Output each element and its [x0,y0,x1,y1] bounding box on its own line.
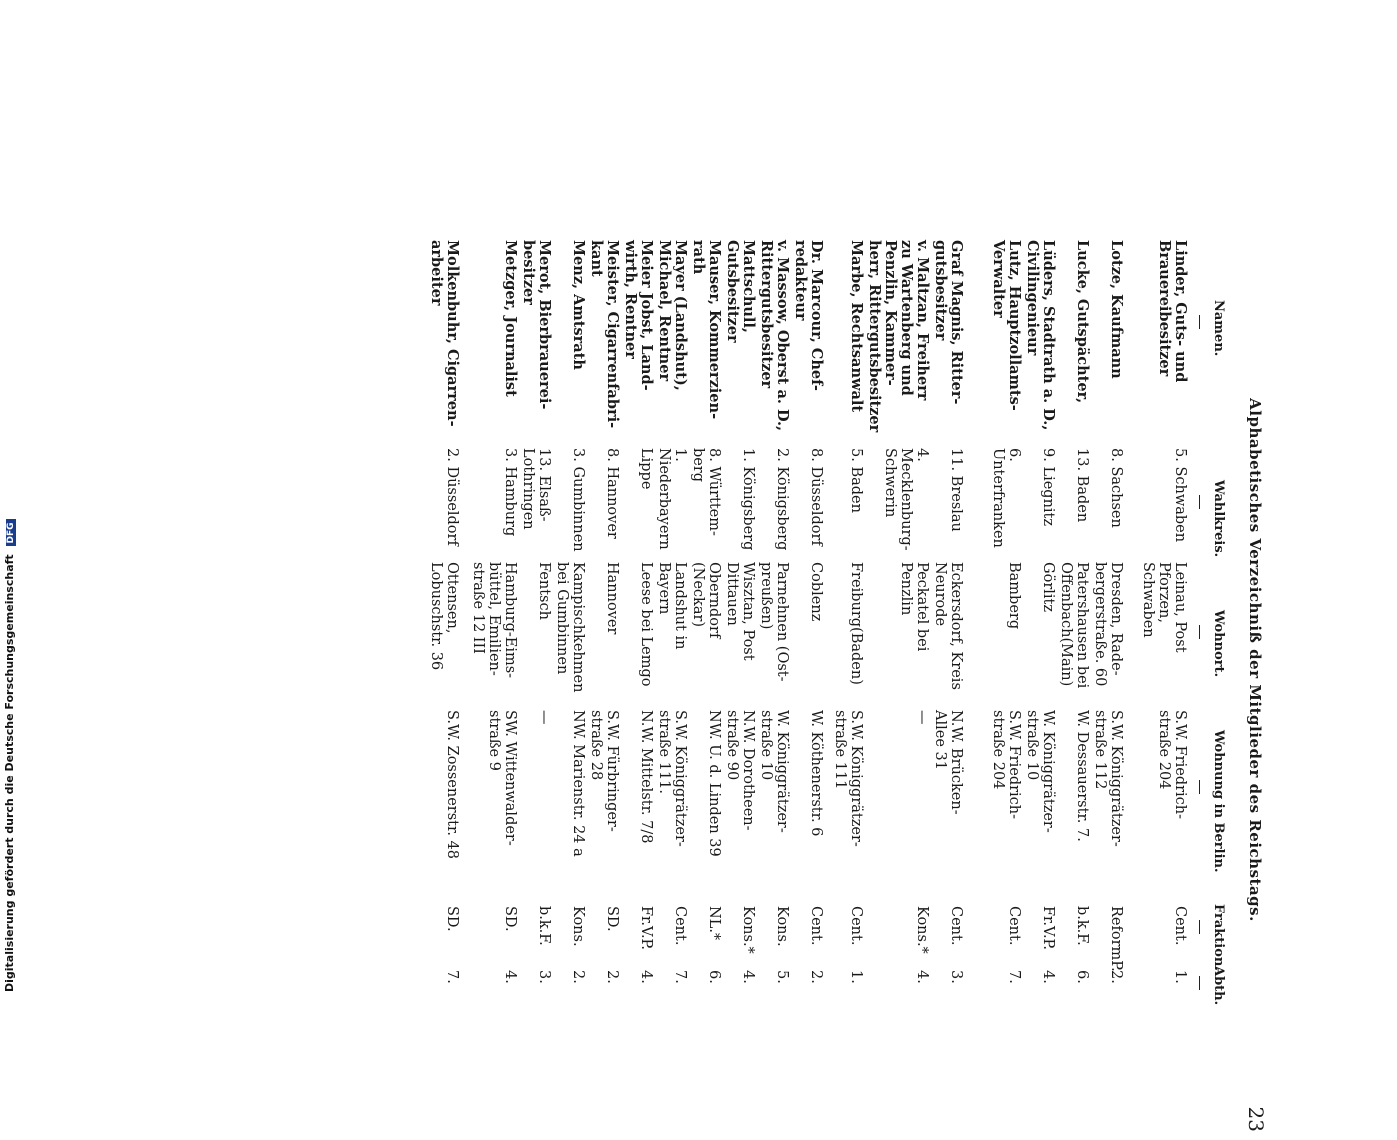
member-abth: 1. [1172,970,1188,984]
member-wahlkreis: 5. Schwaben [1172,448,1188,543]
member-wohnort: Leinau, Post Pforzen, Schwaben [1140,562,1188,653]
member-abth: 3. [536,970,552,984]
member-name: Metzger, Journalist [502,240,519,397]
col-berlin: Wohnung in Berlin. [1211,730,1226,873]
document-page [70,240,1270,1140]
member-fraktion: Cent. [1172,906,1188,946]
member-wohnort: Parnehnen (Ost- preußen) [758,562,790,682]
member-abth: 4. [1040,970,1056,984]
member-fraktion: Kons. [570,906,586,947]
credit-text: Digitalisierung gefördert durch die Deutsche Forschungsgemeinschaft [3,554,16,992]
member-fraktion: Cent. [672,906,688,946]
member-fraktion: Kons. [774,906,790,947]
member-fraktion: Fr.V.P. [638,906,654,950]
table-row [552,240,586,1140]
header-dashes [1188,240,1200,1140]
member-wahlkreis: 1. Niederbayern [656,448,688,550]
member-wohnort: Eckersdorf, Kreis Neurode [932,562,964,690]
member-berlin: S.W. Zossenerstr. 48 [444,710,460,860]
member-abth: 2. [808,970,824,984]
member-abth: 1. [848,970,864,984]
table-row [518,240,552,1140]
member-berlin: S.W. Friedrich- straße 204 [990,710,1022,820]
member-berlin: N.W. Brücken- Allee 31 [932,710,964,815]
member-abth: 7. [672,970,688,984]
member-name: Dr. Marcour, Chef- redakteur [792,240,825,391]
member-wohnort: Patershausen bei Offenbach(Main) [1058,562,1090,689]
member-berlin: — [536,710,552,725]
table-row [1022,240,1056,1140]
member-wahlkreis: 1. Königsberg [740,448,756,551]
table-row [460,240,518,1140]
member-berlin: W. Königgrätzer- straße 10 [758,710,790,833]
member-wahlkreis: 2. Königsberg [774,448,790,551]
member-wahlkreis: 13. Baden [1074,448,1090,523]
member-fraktion: Cent. [948,906,964,946]
member-name: Graf Magnis, Ritter- gutsbesitzer [932,240,965,405]
dfg-logo: DFG [6,519,16,546]
member-abth: 7. [444,970,460,984]
member-wahlkreis: 8. Sachsen [1108,448,1124,528]
col-wohnort: Wohnort. [1211,610,1226,678]
column-headers [1200,240,1230,1140]
member-wohnort: Fentsch [536,562,552,620]
member-wahlkreis: 5. Baden [848,448,864,513]
member-wahlkreis: Lippe [638,448,654,490]
member-abth: 2. [1108,970,1124,984]
page-title: Alphabetisches Verzeichniß der Mitglieder des Reichstags. [1246,398,1264,922]
member-berlin: NW. U. d. Linden 39 [706,710,722,857]
member-berlin: S.W. Königgrätzer- straße 111. [656,710,688,847]
digitization-credit [3,519,16,992]
page-number: 23 [1244,1106,1268,1132]
table-row [930,240,964,1140]
member-wahlkreis: 2. Düsseldorf [444,448,460,546]
member-wahlkreis: 4. Mecklenburg- Schwerin [882,448,930,551]
member-wohnort: Hamburg-Eims- büttel, Emilien- straße 12 III [470,562,518,679]
member-name: Linder, Guts- und Brauereibesitzer [1156,240,1189,383]
member-wahlkreis: 11. Breslau [948,448,964,532]
member-abth: 6. [1074,970,1090,984]
member-fraktion: NL.* [706,906,722,941]
member-wahlkreis: 8. Hannover [604,448,620,539]
member-name: Meier Jobst, Land- wirth, Rentner [622,240,655,391]
member-wohnort: Wisztan, Post Dittauen [724,562,756,661]
table-row [1056,240,1090,1140]
member-fraktion: Kons.* [914,906,930,954]
member-name: Menz, Amtsrath [570,240,587,370]
member-name: Marbe, Rechtsanwalt [848,240,865,413]
member-wahlkreis: 8. Württem- berg [690,448,722,536]
member-abth: 5. [774,970,790,984]
col-fraktion: Fraktion. [1211,904,1226,971]
member-wahlkreis: 13. Elsaß- Lothringen [520,448,552,530]
member-wohnort: Ottensen, Lobuschstr. 36 [428,562,460,671]
member-berlin: W. Königgrätzer- straße 10 [1024,710,1056,833]
member-abth: 2. [604,970,620,984]
member-wohnort: Bamberg [1006,562,1022,630]
member-abth: 4. [914,970,930,984]
table-row [864,240,930,1140]
member-fraktion: b.k.F. [536,906,552,946]
member-name: Merot, Bierbrauerei- besitzer [520,240,553,410]
member-berlin: W. Dessauerstr. 7. [1074,710,1090,842]
member-name: Mauser, Kommerzien- rath [690,240,723,420]
col-abth: Abth. [1211,966,1226,1006]
member-berlin: S.W. Friedrich- straße 204 [1156,710,1188,820]
member-wohnort: Coblenz [808,562,824,622]
member-name: Meister, Cigarrenfabri- kant [588,240,621,429]
member-abth: 7. [1006,970,1022,984]
member-abth: 4. [740,970,756,984]
member-wohnort: Freiburg(Baden) [848,562,864,685]
member-fraktion: b.k.F. [1074,906,1090,946]
member-abth: 3. [948,970,964,984]
table-row [1124,240,1188,1140]
member-berlin: — [914,710,930,725]
table-row [620,240,654,1140]
member-fraktion: Fr.V.P. [1040,906,1056,950]
member-fraktion: SD. [604,906,620,932]
member-name: Mayer (Landshut), Michael, Rentner [656,240,689,391]
member-abth: 2. [570,970,586,984]
member-name: Mattschull, Gutsbesitzer [724,240,757,343]
member-berlin: SW. Wittenwalder- straße 9 [486,710,518,846]
member-wohnort: Görlitz [1040,562,1056,612]
table-row [790,240,824,1140]
member-wahlkreis: 3. Hamburg [502,448,518,537]
table-row [688,240,722,1140]
member-wahlkreis: 8. Düsseldorf [808,448,824,546]
member-wohnort: Peckatel bei Penzlin [898,562,930,652]
member-wohnort: Hannover [604,562,620,635]
member-fraktion: Cent. [848,906,864,946]
member-name: Lüders, Stadtrath a. D., Civilingenieur [1024,240,1057,431]
col-name: Namen. [1211,300,1226,357]
member-fraktion: Cent. [1006,906,1022,946]
member-wohnort: Oberndorf (Neckar) [690,562,722,639]
table-row [586,240,620,1140]
table-row [420,240,460,1140]
member-wahlkreis: 3. Gumbinnen [570,448,586,552]
member-berlin: N.W. Mittelstr. 7/8 [638,710,654,844]
member-name: Molkenbuhr, Cigarren- arbeiter [428,240,461,427]
member-fraktion: ReformP. [1108,906,1124,972]
member-wahlkreis: 9. Liegnitz [1040,448,1056,527]
member-berlin: S.W. Fürbringer- straße 28 [588,710,620,832]
member-wohnort: Leese bei Lemgo [638,562,654,687]
table-row [756,240,790,1140]
member-wahlkreis: 6. Unterfranken [990,448,1022,548]
member-abth: 4. [502,970,518,984]
member-wohnort: Dresden, Rade- bergerstraße. 60 [1092,562,1124,687]
member-fraktion: SD. [502,906,518,932]
member-abth: 4. [638,970,654,984]
table-row [964,240,1022,1140]
member-name: v. Maltzan, Freiherr zu Wartenberg und Penzlin, Kammer- herr, Rittergutsbesitzer [866,240,931,433]
member-name: Lucke, Gutspächter, [1074,240,1091,404]
member-fraktion: Kons.* [740,906,756,954]
member-fraktion: Cent. [808,906,824,946]
member-wohnort: Landshut in Bayern [656,562,688,650]
member-name: Lutz, Hauptzollamts- Verwalter [990,240,1023,411]
member-berlin: NW. Marienstr. 24 a [570,710,586,857]
member-berlin: S.W. Königgrätzer- straße 111 [832,710,864,847]
member-fraktion: SD. [444,906,460,932]
member-abth: 6. [706,970,722,984]
table-row [722,240,756,1140]
table-row [824,240,864,1140]
member-name: v. Massow, Oberst a. D., Rittergutsbesitzer [758,240,791,432]
member-berlin: W. Köthenerstr. 6 [808,710,824,837]
member-name: Lotze, Kaufmann [1108,240,1125,379]
col-wahlkreis: Wahlkreis. [1211,480,1226,558]
table-row [1090,240,1124,1140]
member-list [420,240,1188,1140]
member-berlin: S.W. Königgrätzer- straße 112 [1092,710,1124,847]
table-row [654,240,688,1140]
member-berlin: N.W. Dorotheen- straße 90 [724,710,756,831]
page-header [1230,240,1270,1140]
member-wohnort: Kampischkehmen bei Gumbinnen [554,562,586,693]
